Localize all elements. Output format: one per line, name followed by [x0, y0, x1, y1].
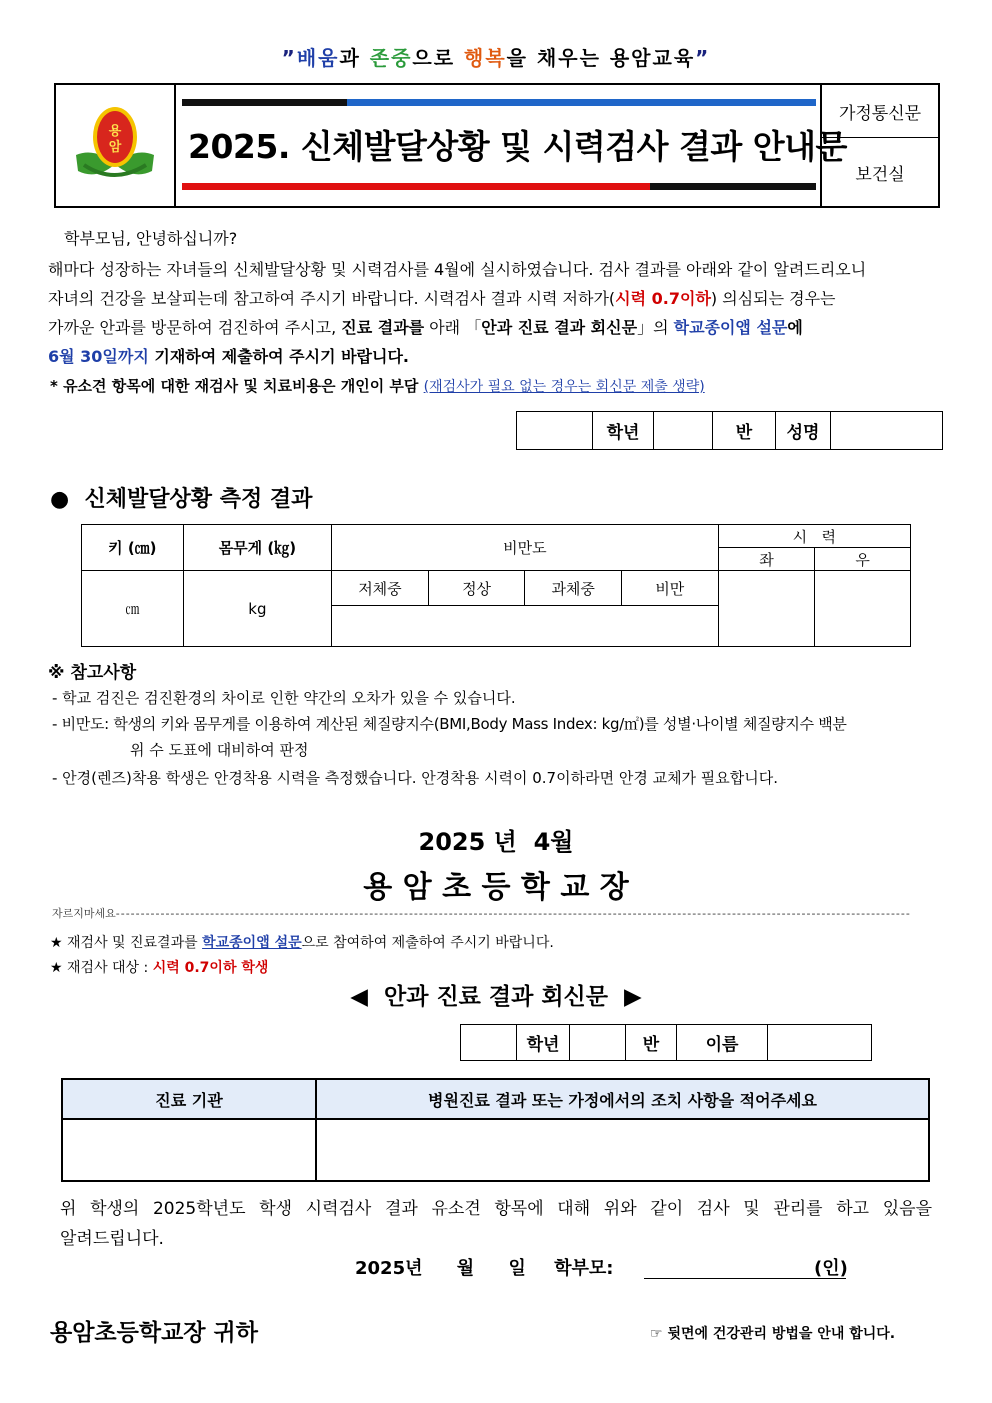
col-height-header: 키 (㎝): [82, 525, 184, 571]
document-title: 2025. 신체발달상황 및 시력검사 결과 안내문: [188, 127, 847, 166]
title-cell: [176, 85, 847, 206]
note-3: - 안경(렌즈)착용 학생은 안경착용 시력을 측정했습니다. 안경착용 시력이 0.7이하라면 안경 교체가 필요합니다.: [52, 769, 779, 787]
measure-title-text: 신체발달상황 측정 결과: [84, 487, 313, 512]
intro-line-3c: 아래 「: [424, 318, 482, 337]
slogan-text-6: 을 채우는 용암교육: [506, 46, 696, 70]
star-icon: ★: [50, 960, 63, 976]
vision-right-header: 우: [815, 548, 911, 571]
height-value-cell[interactable]: [82, 571, 184, 647]
bottom-bar-red: [182, 183, 650, 190]
cut-line: 자르지마세요----------------------------------------------------------------------------------------------------------------------------------------------------------------: [52, 907, 911, 920]
reply-student-box: [460, 1024, 872, 1061]
bmi-obese: 비만: [622, 571, 719, 605]
side-cell: [822, 85, 938, 206]
arrow-right-icon: ▶: [624, 984, 642, 1010]
reply-title-text: 안과 진료 결과 회신문: [384, 984, 608, 1010]
reply-grade-label: 학년: [517, 1025, 570, 1061]
col-institution-header: 진료 기관: [62, 1079, 316, 1119]
name-input[interactable]: [831, 412, 943, 450]
pointing-hand-icon: ☞: [650, 1326, 663, 1342]
bmi-result-cell[interactable]: [332, 605, 719, 646]
intro-line-3g: 에: [787, 318, 803, 337]
intro-line-3d: 안과 진료 결과 회신문: [481, 318, 638, 337]
reply-name-input[interactable]: [768, 1025, 872, 1061]
class-label: 반: [713, 412, 776, 450]
recheck-target: 시력 0.7이하 학생: [152, 960, 269, 976]
grade-input[interactable]: [517, 412, 593, 450]
quote-open: ”: [281, 46, 297, 70]
reply-class-label: 반: [626, 1025, 677, 1061]
reply-note-2a: 재검사 대상 :: [67, 960, 153, 976]
weight-value-cell[interactable]: [183, 571, 331, 647]
reference-mark: ※: [48, 663, 65, 683]
statement-line-1: 위 학생의 2025학년도 학생 시력검사 결과 유소견 항목에 대해 위와 같이 검사 및 관리를 하고 있음을: [60, 1199, 932, 1219]
col-weight-header: 몸무게 (㎏): [183, 525, 331, 571]
grade-label: 학년: [593, 412, 654, 450]
cut-label: 자르지마세요: [52, 907, 116, 920]
slogan-happiness: 행복: [464, 46, 507, 70]
intro-line-3e: 」의: [637, 318, 674, 337]
sign-day: 일: [508, 1258, 526, 1279]
intro-line-5: [50, 375, 705, 396]
bottom-bar-black: [650, 183, 816, 190]
quote-close: ”: [695, 46, 711, 70]
reply-table: [61, 1078, 930, 1182]
top-bar-black: [182, 99, 347, 106]
intro-line-4b: 기재하여 제출하여 주시기 바랍니다.: [148, 347, 409, 366]
vision-right-value[interactable]: [815, 571, 911, 647]
note-1: - 학교 검진은 검진환경의 차이로 인한 약간의 오차가 있을 수 있습니다.: [52, 689, 516, 707]
result-input[interactable]: [316, 1119, 929, 1181]
sign-parent-label: 학부모:: [554, 1258, 614, 1279]
cost-note: * 유소견 항목에 대한 재검사 및 치료비용은 개인이 부담: [50, 377, 424, 395]
logo-text-bottom: 암: [108, 140, 122, 155]
reply-note-1c: 으로 참여하여 제출하여 주시기 바랍니다.: [301, 935, 554, 951]
notes-title-text: 참고사항: [70, 663, 137, 683]
student-info-box: [516, 411, 943, 450]
bmi-underweight: 저체중: [332, 571, 429, 605]
intro-line-3: [48, 313, 944, 343]
sign-seal: (인): [814, 1258, 848, 1279]
category-label: 가정통신문: [822, 85, 938, 138]
measure-table: [81, 524, 911, 647]
school-logo: [56, 85, 176, 206]
department-label: 보건실: [855, 164, 905, 185]
reply-grade-input[interactable]: [461, 1025, 517, 1061]
header-box: [54, 83, 940, 208]
greeting: 학부모님, 안녕하십니까?: [64, 229, 238, 248]
reply-note-1a: 재검사 및 진료결과를: [67, 935, 203, 951]
reply-note-2: [50, 957, 268, 977]
col-vision-header: 시 력: [718, 525, 910, 548]
slogan-learning: 배움: [296, 46, 340, 70]
intro-line-1: 해마다 성장하는 자녀들의 신체발달상황 및 시력검사를 4월에 실시하였습니다. 검사 결과를 아래와 같이 알려드리오니: [48, 260, 867, 279]
statement-line-2: 알려드립니다.: [60, 1229, 164, 1249]
back-note: [650, 1323, 895, 1343]
reply-title: [0, 978, 992, 1011]
slogan: [0, 42, 992, 71]
reply-name-label: 이름: [677, 1025, 768, 1061]
school-app-survey-link[interactable]: 학교종이앱 설문: [202, 935, 302, 951]
bmi-overweight: 과체중: [525, 571, 622, 605]
school-logo-icon: [56, 85, 174, 206]
school-app-survey: 학교종이앱 설문: [673, 318, 788, 337]
top-bar-blue: [347, 99, 816, 106]
col-bmi-header: 비만도: [332, 525, 719, 571]
bullet-icon: ●: [50, 487, 70, 512]
intro-line-3a: 가까운 안과를 방문하여 검진하여 주시고,: [48, 318, 342, 337]
sign-year: 2025년: [355, 1258, 423, 1279]
weight-unit: kg: [248, 599, 267, 618]
bmi-normal: 정상: [428, 571, 525, 605]
vision-left-value[interactable]: [718, 571, 815, 647]
class-input[interactable]: [654, 412, 713, 450]
measure-section-title: [50, 482, 312, 513]
arrow-left-icon: ◀: [350, 984, 368, 1010]
principal-name: 용 암 초 등 학 교 장: [363, 870, 629, 905]
intro-line-2a: 자녀의 건강을 보살피는데 참고하여 주시기 바랍니다. 시력검사 결과 시력 저하가(: [48, 289, 616, 308]
star-icon: ★: [50, 935, 63, 951]
sign-month: 월: [456, 1258, 475, 1279]
slogan-text-4: 으로: [412, 46, 465, 70]
name-label: 성명: [776, 412, 831, 450]
slogan-respect: 존중: [369, 46, 413, 70]
intro-line-4: [48, 342, 944, 372]
intro-line-2c: ) 의심되는 경우는: [710, 289, 836, 308]
note-2: - 비만도: 학생의 키와 몸무게를 이용하여 계산된 체질량지수(BMI,Body Mass Index: kg/㎡)를 성별·나이별 체질량지수 백분: [52, 715, 847, 733]
logo-text-top: 용: [108, 124, 122, 139]
reply-note-1: [50, 932, 554, 952]
col-result-header: 병원진료 결과 또는 가정에서의 조치 사항을 적어주세요: [316, 1079, 929, 1119]
vision-threshold: 시력 0.7이하: [615, 289, 711, 308]
signature-line: [355, 1254, 614, 1280]
slogan-text-2: 과: [339, 46, 370, 70]
addressee: 용암초등학교장 귀하: [50, 1320, 258, 1346]
institution-input[interactable]: [62, 1119, 316, 1181]
back-note-text: 뒷면에 건강관리 방법을 안내 합니다.: [667, 1326, 896, 1342]
reply-class-input[interactable]: [570, 1025, 626, 1061]
cost-exception: (재검사가 필요 없는 경우는 회신문 제출 생략): [423, 379, 705, 395]
notes-title: [48, 658, 136, 683]
intro-line-2: [48, 284, 944, 314]
closing-date: 2025 년 4월: [418, 828, 574, 856]
vision-left-header: 좌: [718, 548, 815, 571]
height-unit: ㎝: [125, 601, 140, 618]
deadline: 6월 30일까지: [48, 347, 149, 366]
note-2-continued: 위 수 도표에 대비하여 판정: [130, 741, 309, 759]
intro-line-3b: 진료 결과를: [341, 318, 425, 337]
